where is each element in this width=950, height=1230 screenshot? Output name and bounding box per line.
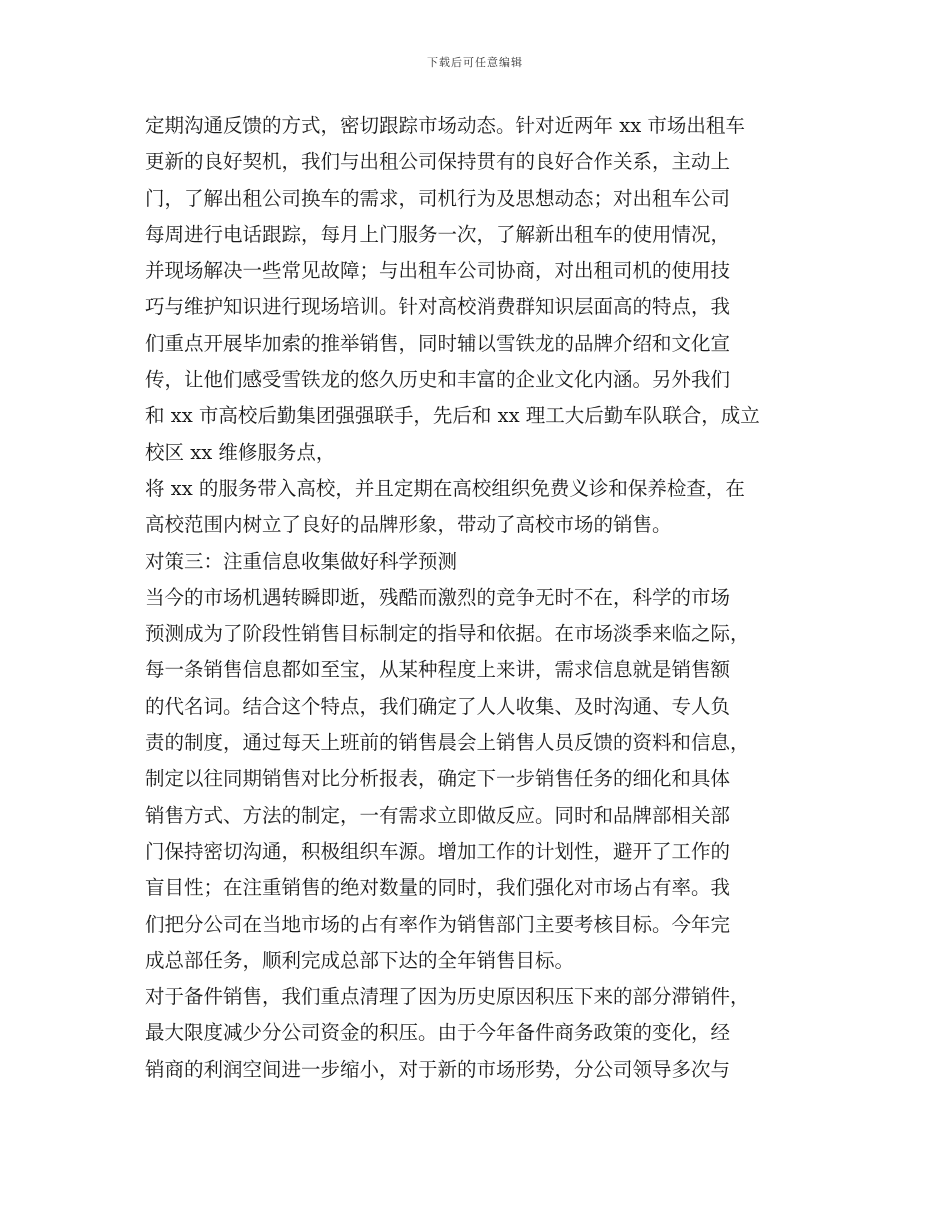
text-line: 当今的市场机遇转瞬即逝，残酷而激烈的竞争无时不在，科学的市场: [145, 585, 731, 609]
text-line: 对策三：注重信息收集做好科学预测: [145, 549, 458, 573]
text-line: 销售方式、方法的制定，一有需求立即做反应。同时和品牌部相关部: [145, 803, 731, 827]
text-line: 高校范围内树立了良好的品牌形象，带动了高校市场的销售。: [145, 513, 672, 537]
text-line: 预测成为了阶段性销售目标制定的指导和依据。在市场淡季来临之际，: [145, 622, 750, 646]
text-line: 将 xx 的服务带入高校，并且定期在高校组织免费义诊和保养检查，在: [145, 476, 745, 500]
text-line: 和 xx 市高校后勤集团强强联手，先后和 xx 理工大后勤车队联合，成立: [145, 404, 760, 428]
text-line: 每周进行电话跟踪，每月上门服务一次，了解新出租车的使用情况，: [145, 222, 731, 246]
text-line: 成总部任务，顺利完成总部下达的全年销售目标。: [145, 948, 575, 972]
text-line: 盲目性；在注重销售的绝对数量的同时，我们强化对市场占有率。我: [145, 876, 731, 900]
text-line: 们把分公司在当地市场的占有率作为销售部门主要考核目标。今年完: [145, 912, 731, 936]
text-line: 传，让他们感受雪铁龙的悠久历史和丰富的企业文化内涵。另外我们: [145, 368, 731, 392]
text-line: 门，了解出租公司换车的需求，司机行为及思想动态；对出租车公司: [145, 186, 731, 210]
text-line: 销商的利润空间进一步缩小，对于新的市场形势，分公司领导多次与: [145, 1057, 731, 1081]
text-line: 定期沟通反馈的方式，密切跟踪市场动态。针对近两年 xx 市场出租车: [145, 114, 745, 137]
document-body: [145, 108, 815, 1088]
text-line: 责的制度，通过每天上班前的销售晨会上销售人员反馈的资料和信息，: [145, 731, 750, 755]
text-line: 更新的良好契机，我们与出租公司保持贯有的良好合作关系，主动上: [145, 150, 731, 174]
text-line: 们重点开展毕加索的推举销售，同时辅以雪铁龙的品牌介绍和文化宣: [145, 331, 731, 355]
text-line: 每一条销售信息都如至宝，从某种程度上来讲，需求信息就是销售额: [145, 658, 731, 682]
text-line: 并现场解决一些常见故障；与出租车公司协商，对出租司机的使用技: [145, 259, 731, 283]
page-header: 下载后可任意编辑: [427, 56, 523, 69]
text-line: 巧与维护知识进行现场培训。针对高校消费群知识层面高的特点，我: [145, 295, 731, 319]
text-line: 制定以往同期销售对比分析报表，确定下一步销售任务的细化和具体: [145, 767, 731, 791]
text-line: 校区 xx 维修服务点，: [145, 440, 336, 464]
text-line: 对于备件销售，我们重点清理了因为历史原因积压下来的部分滞销件，: [145, 985, 750, 1009]
text-line: 门保持密切沟通，积极组织车源。增加工作的计划性，避开了工作的: [145, 839, 731, 863]
text-line: 最大限度减少分公司资金的积压。由于今年备件商务政策的变化，经: [145, 1021, 731, 1045]
text-line: 的代名词。结合这个特点，我们确定了人人收集、及时沟通、专人负: [145, 694, 731, 718]
